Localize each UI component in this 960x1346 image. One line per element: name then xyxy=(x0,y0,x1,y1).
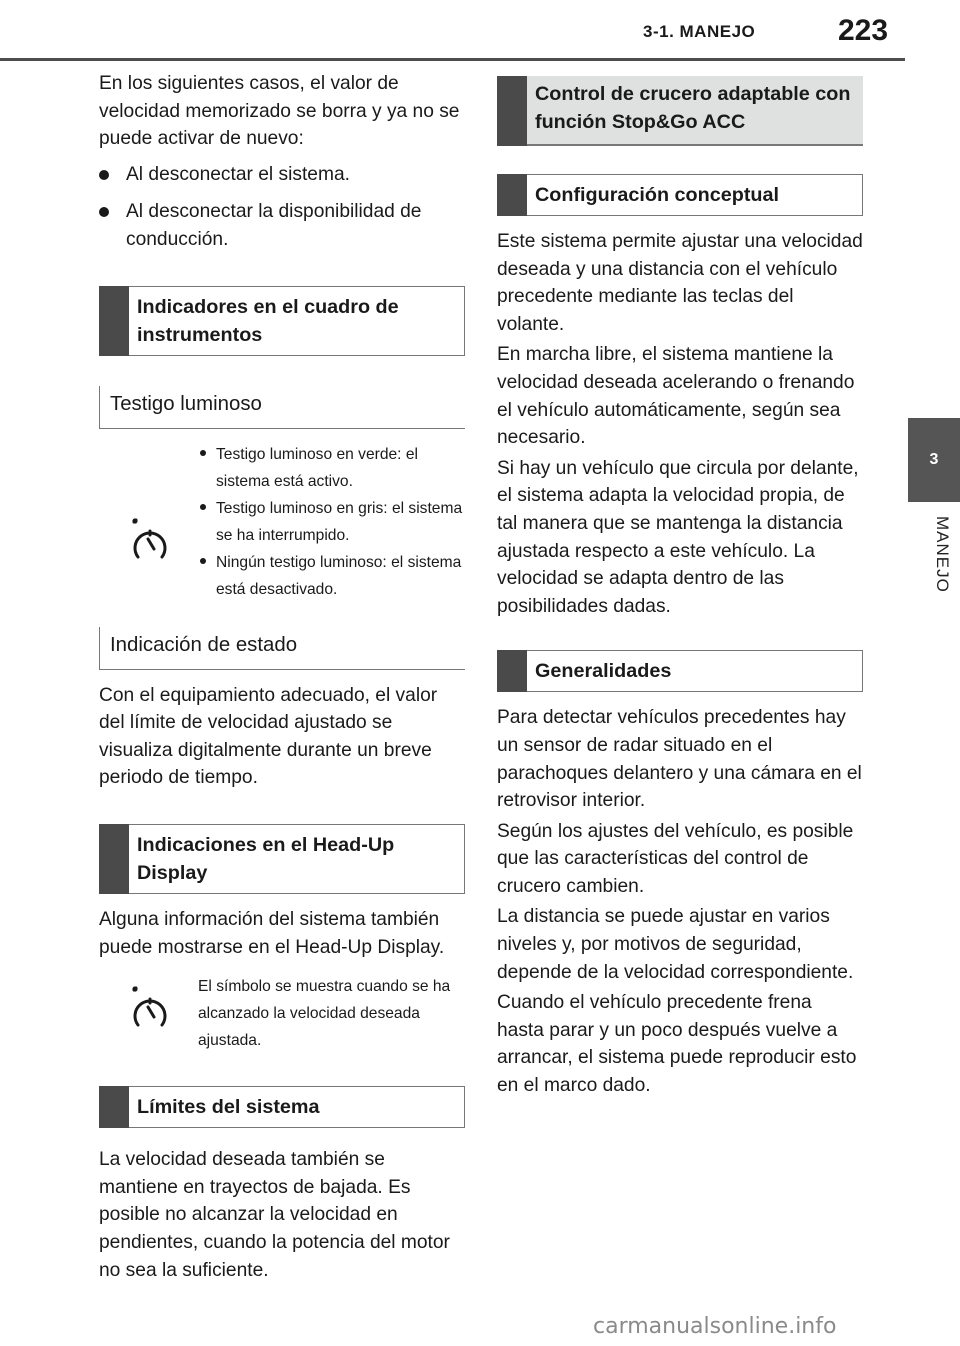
intro-paragraph: En los siguientes casos, el valor de velocidad memorizado se borra y ya no se puede activar de nuevo: xyxy=(99,73,460,150)
headup-icon-text: El símbolo se muestra cuando se ha alcanzado la velocidad deseada ajustada. xyxy=(198,978,451,1050)
heading-indicadores: Indicadores en el cuadro de instrumentos xyxy=(99,286,465,356)
general-paragraph: Según los ajustes del vehículo, es posible que las características del control de crucero cambien. xyxy=(497,820,854,897)
watermark: carmanualsonline.info xyxy=(593,1314,837,1339)
bullet-icon xyxy=(99,170,109,180)
page-header xyxy=(0,0,960,60)
heading-limites: Límites del sistema xyxy=(99,1086,465,1128)
headup-icon-row xyxy=(99,973,465,1054)
general-paragraph: La distancia se puede ajustar en varios niveles y, por motivos de seguridad, depende de la velocidad correspondiente. xyxy=(497,906,854,983)
header-rule xyxy=(0,58,905,61)
config-paragraph: Si hay un vehículo que circula por delante, el sistema adapta la velocidad propia, de tal manera que se mantenga la distancia ajustada respecto a este vehículo. La velocidad se adapta dentro de las posibilidades dadas. xyxy=(497,457,859,617)
list-item: Testigo luminoso en verde: el sistema está activo. xyxy=(198,441,465,495)
subheading-estado: Indicación de estado xyxy=(99,627,465,670)
bullet-icon xyxy=(99,207,109,217)
config-paragraph: En marcha libre, el sistema mantiene la velocidad deseada acelerando o frenando el vehículo automáticamente, según sea necesario. xyxy=(497,344,855,449)
speedometer-icon xyxy=(129,983,171,1031)
general-paragraph: Para detectar vehículos precedentes hay un sensor de radar situado en el parachoques delantero y una cámara en el retrovisor interior. xyxy=(497,707,862,812)
list-item: Ningún testigo luminoso: el sistema está desactivado. xyxy=(198,549,465,603)
estado-paragraph: Con el equipamiento adecuado, el valor del límite de velocidad ajustado se visualiza digitalmente durante un breve periodo de tiempo. xyxy=(99,684,438,789)
speedometer-icon xyxy=(129,515,171,563)
section-title: 3-1. MANEJO xyxy=(643,22,756,41)
page-number: 223 xyxy=(838,14,889,47)
chapter-tab-label: MANEJO xyxy=(933,516,952,593)
testigo-row xyxy=(99,441,465,603)
general-paragraph: Cuando el vehículo precedente frena hasta parar y un poco después vuelve a arrancar, el sistema puede reproducir esto en el marco dado. xyxy=(497,992,857,1097)
config-paragraph: Este sistema permite ajustar una velocidad deseada y una distancia con el vehículo precedente mediante las teclas del volante. xyxy=(497,231,863,335)
right-column xyxy=(497,76,863,1103)
subheading-testigo: Testigo luminoso xyxy=(99,386,465,429)
list-item: Al desconectar el sistema. xyxy=(99,161,465,189)
chapter-tab: 3 xyxy=(908,418,960,502)
limites-paragraph: La velocidad deseada también se mantiene en trayectos de bajada. Es posible no alcanzar la velocidad en pendientes, cuando la potencia del motor no sea la suficiente. xyxy=(99,1149,450,1281)
list-item: Al desconectar la disponibilidad de conducción. xyxy=(99,198,465,253)
left-column xyxy=(99,70,465,1287)
heading-config: Configuración conceptual xyxy=(497,174,863,216)
heading-generalidades: Generalidades xyxy=(497,650,863,692)
heading-headup: Indicaciones en el Head-Up Display xyxy=(99,824,465,894)
heading-acc: Control de crucero adaptable con función Stop&Go ACC xyxy=(497,76,863,146)
headup-paragraph: Alguna información del sistema también puede mostrarse en el Head-Up Display. xyxy=(99,908,445,958)
list-item: Testigo luminoso en gris: el sistema se ha interrumpido. xyxy=(198,495,465,549)
